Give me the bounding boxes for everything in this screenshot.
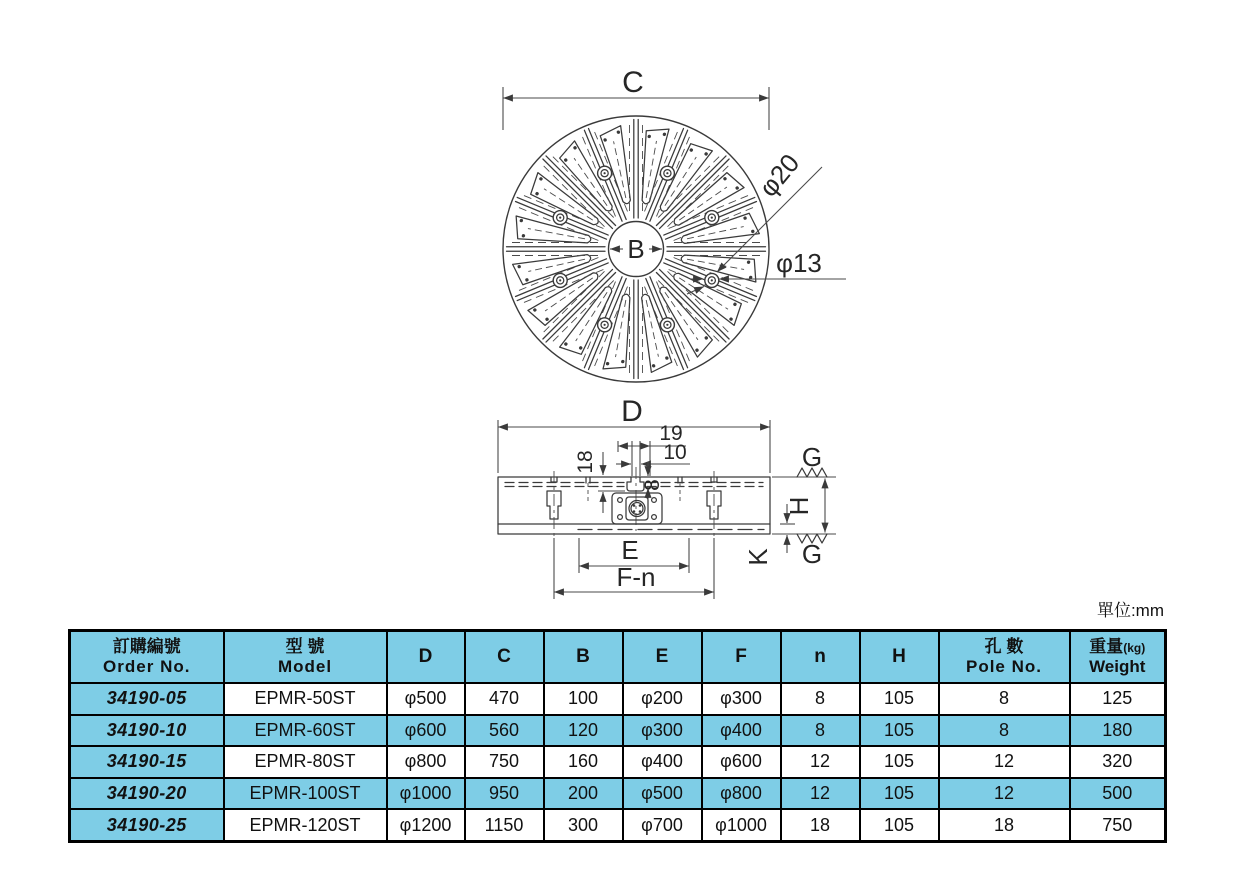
dim-18 (574, 450, 625, 513)
spec-table-header-row (70, 631, 1166, 684)
cell-weight: 180 (1070, 715, 1166, 747)
cell-c: 560 (465, 715, 544, 747)
dim-d (498, 395, 770, 473)
header-order-no: 訂購編號 Order No. (70, 631, 224, 684)
cell-c: 750 (465, 746, 544, 778)
spec-table-row (70, 746, 1166, 778)
header-e: E (623, 631, 702, 684)
cell-d: φ1000 (387, 778, 465, 810)
cell-c: 1150 (465, 809, 544, 841)
dim-label-c: C (622, 66, 644, 99)
cell-n: 12 (781, 778, 860, 810)
dim-k (743, 504, 795, 566)
cell-h: 105 (860, 746, 939, 778)
cell-weight: 125 (1070, 683, 1166, 715)
cell-order-no: 34190-10 (70, 715, 224, 747)
cell-b: 200 (544, 778, 623, 810)
cell-f: φ800 (702, 778, 781, 810)
cell-f: φ600 (702, 746, 781, 778)
dim-label-fn: F-n (616, 562, 656, 592)
cell-d: φ600 (387, 715, 465, 747)
cell-e: φ700 (623, 809, 702, 841)
cell-model: EPMR-80ST (224, 746, 387, 778)
cell-d: φ1200 (387, 809, 465, 841)
dim-label-19: 19 (659, 422, 683, 445)
cell-f: φ400 (702, 715, 781, 747)
cell-c: 950 (465, 778, 544, 810)
cell-pole: 8 (939, 683, 1070, 715)
unit-label: 單位:mm (1096, 601, 1164, 620)
dim-label-phi20: φ20 (752, 148, 806, 203)
dim-label-18: 18 (574, 450, 597, 474)
cell-pole: 12 (939, 778, 1070, 810)
header-h: H (860, 631, 939, 684)
cell-h: 105 (860, 778, 939, 810)
cell-weight: 750 (1070, 809, 1166, 841)
header-weight: 重量(kg) Weight (1070, 631, 1166, 684)
cell-weight: 320 (1070, 746, 1166, 778)
header-model: 型 號 Model (224, 631, 387, 684)
cell-n: 8 (781, 683, 860, 715)
cell-h: 105 (860, 715, 939, 747)
spec-table-row (70, 778, 1166, 810)
spec-table (68, 629, 1167, 843)
spec-table-row (70, 715, 1166, 747)
cell-e: φ400 (623, 746, 702, 778)
surface-finish-top (772, 442, 836, 477)
cell-n: 8 (781, 715, 860, 747)
cell-model: EPMR-100ST (224, 778, 387, 810)
dim-label-b: B (627, 234, 645, 264)
dim-label-e: E (621, 535, 639, 565)
cell-e: φ300 (623, 715, 702, 747)
cell-h: 105 (860, 683, 939, 715)
cell-pole: 18 (939, 809, 1070, 841)
cell-order-no: 34190-20 (70, 778, 224, 810)
cell-order-no: 34190-15 (70, 746, 224, 778)
spec-table-row (70, 683, 1166, 715)
header-d: D (387, 631, 465, 684)
cell-f: φ1000 (702, 809, 781, 841)
dim-label-d: D (621, 395, 643, 428)
dim-label-k: K (743, 548, 773, 566)
cell-e: φ200 (623, 683, 702, 715)
cell-n: 18 (781, 809, 860, 841)
header-c: C (465, 631, 544, 684)
cell-f: φ300 (702, 683, 781, 715)
header-f: F (702, 631, 781, 684)
cell-pole: 12 (939, 746, 1070, 778)
cell-e: φ500 (623, 778, 702, 810)
chuck-side-view (498, 395, 836, 599)
cell-d: φ800 (387, 746, 465, 778)
dim-label-g-bottom: G (801, 539, 823, 569)
dim-8 (641, 462, 664, 501)
cell-model: EPMR-50ST (224, 683, 387, 715)
cell-weight: 500 (1070, 778, 1166, 810)
cell-model: EPMR-120ST (224, 809, 387, 841)
cell-b: 120 (544, 715, 623, 747)
cell-b: 300 (544, 809, 623, 841)
cell-b: 100 (544, 683, 623, 715)
dim-label-g-top: G (801, 442, 823, 472)
cell-order-no: 34190-05 (70, 683, 224, 715)
cell-d: φ500 (387, 683, 465, 715)
cell-h: 105 (860, 809, 939, 841)
cell-pole: 8 (939, 715, 1070, 747)
dim-label-h: H (784, 496, 814, 516)
dim-label-10: 10 (663, 441, 687, 464)
chuck-top-view (503, 66, 846, 382)
technical-drawing (440, 55, 860, 610)
dim-label-8: 8 (641, 479, 664, 491)
cell-b: 160 (544, 746, 623, 778)
power-connector (612, 493, 662, 524)
cell-order-no: 34190-25 (70, 809, 224, 841)
surface-finish-bottom (772, 534, 836, 569)
cell-c: 470 (465, 683, 544, 715)
header-pole-no: 孔 數 Pole No. (939, 631, 1070, 684)
dim-label-phi13: φ13 (776, 248, 822, 278)
spec-table-row (70, 809, 1166, 841)
header-b: B (544, 631, 623, 684)
header-n: n (781, 631, 860, 684)
cell-model: EPMR-60ST (224, 715, 387, 747)
cell-n: 12 (781, 746, 860, 778)
